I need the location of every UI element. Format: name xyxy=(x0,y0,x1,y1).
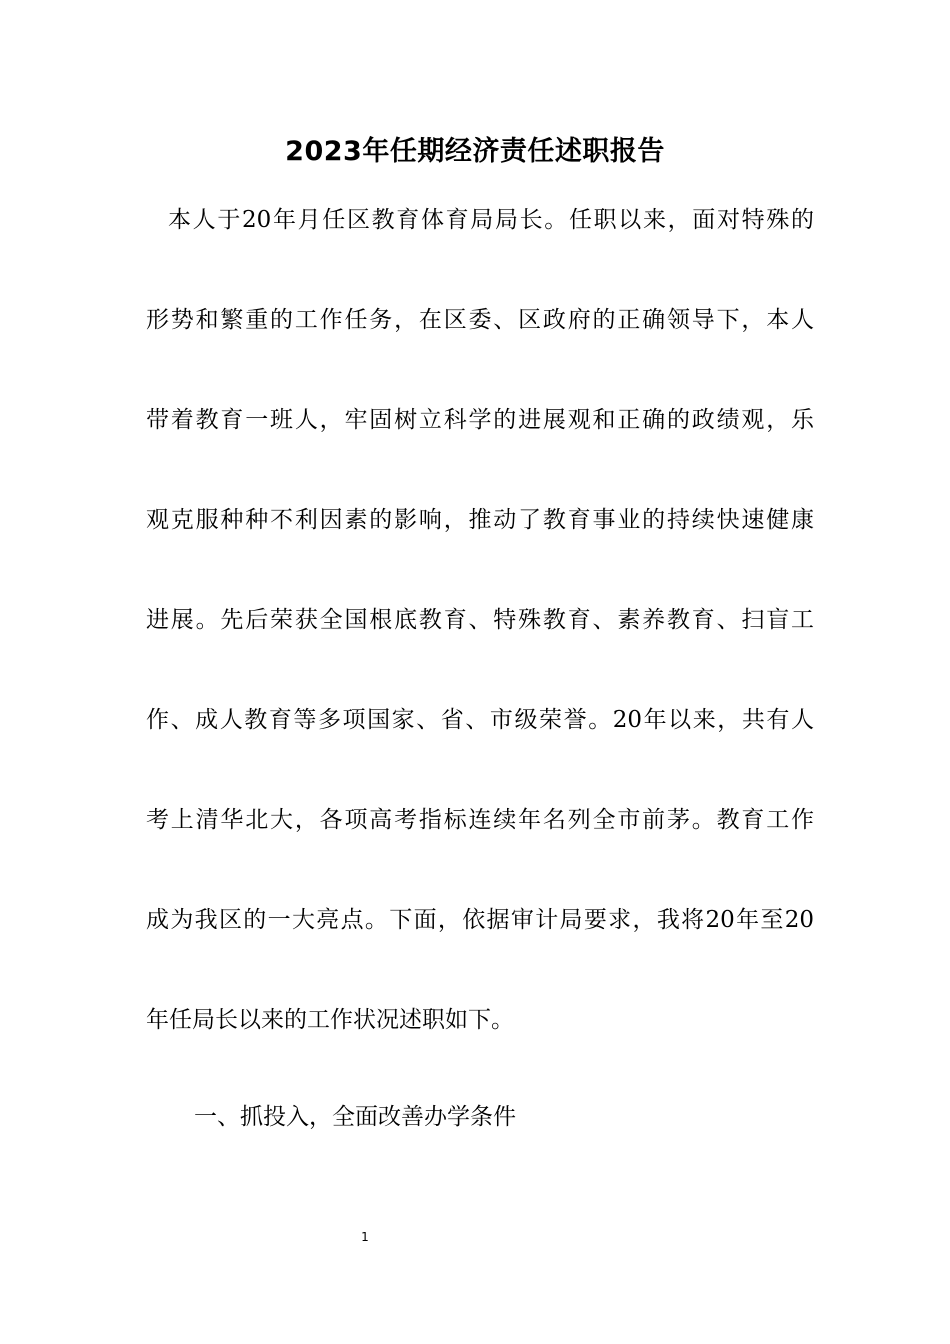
paragraph-line: 考上清华北大，各项高考指标连续年名列全市前茅。教育工作 xyxy=(146,807,814,833)
paragraph-line: 年任局长以来的工作状况述职如下。 xyxy=(146,1007,514,1033)
paragraph-line: 形势和繁重的工作任务，在区委、区政府的正确领导下，本人 xyxy=(146,307,814,333)
paragraph-line: 成为我区的一大亮点。下面，依据审计局要求，我将20年至20 xyxy=(146,907,814,933)
section-heading: 一、抓投入，全面改善办学条件 xyxy=(194,1104,516,1130)
paragraph-line: 进展。先后荣获全国根底教育、特殊教育、素养教育、扫盲工 xyxy=(146,607,814,633)
paragraph-line: 本人于20年月任区教育体育局局长。任职以来，面对特殊的 xyxy=(168,207,814,233)
paragraph-line: 带着教育一班人，牢固树立科学的进展观和正确的政绩观，乐 xyxy=(146,407,814,433)
page-number: 1 xyxy=(361,1230,369,1244)
intro-paragraph xyxy=(146,196,814,1096)
paragraph-line: 作、成人教育等多项国家、省、市级荣誉。20年以来，共有人 xyxy=(146,707,814,733)
document-title: 2023年任期经济责任述职报告 xyxy=(285,136,665,167)
paragraph-line: 观克服种种不利因素的影响，推动了教育事业的持续快速健康 xyxy=(146,507,814,533)
